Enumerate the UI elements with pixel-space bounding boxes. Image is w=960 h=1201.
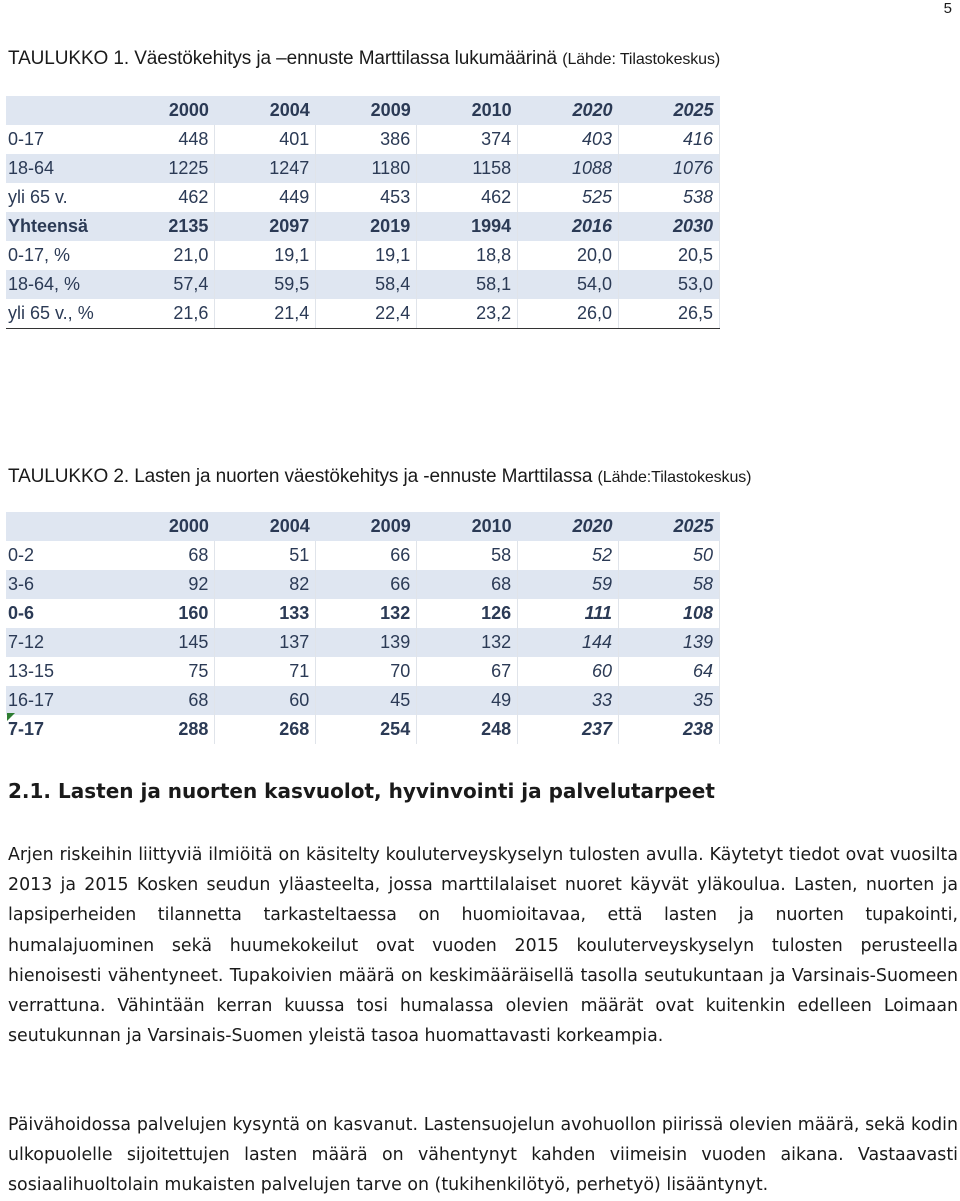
table-cell: 126 — [417, 599, 518, 628]
row-label: 13-15 — [8, 661, 55, 681]
table1-year-header: 2020 — [518, 96, 619, 125]
table-cell: 386 — [316, 125, 417, 154]
table-cell: 145 — [114, 628, 215, 657]
table1-corner-cell — [6, 96, 114, 125]
table-cell: 50 — [619, 541, 720, 570]
table-cell: 2097 — [215, 212, 316, 241]
row-label: yli 65 v., % — [6, 299, 114, 329]
table-cell: 82 — [215, 570, 316, 599]
table-cell: 108 — [619, 599, 720, 628]
table-cell: 111 — [518, 599, 619, 628]
row-label: 0-2 — [8, 545, 35, 565]
table-cell: 57,4 — [114, 270, 215, 299]
table-cell: 1994 — [417, 212, 518, 241]
table-cell: 66 — [316, 541, 417, 570]
table-cell: 160 — [114, 599, 215, 628]
table-cell: 75 — [114, 657, 215, 686]
table1-caption-title: TAULUKKO 1. Väestökehitys ja –ennuste Marttilassa lukumäärinä — [8, 48, 558, 69]
table-cell: 26,5 — [619, 299, 720, 329]
table-cell: 67 — [417, 657, 518, 686]
table-row-total — [6, 212, 720, 241]
table1-year-header: 2010 — [417, 96, 518, 125]
table-cell: 53,0 — [619, 270, 720, 299]
table-cell: 144 — [518, 628, 619, 657]
table-cell: 58,4 — [316, 270, 417, 299]
table-cell: 401 — [215, 125, 316, 154]
table-cell: 18,8 — [417, 241, 518, 270]
row-label: Yhteensä — [6, 212, 114, 241]
table-cell: 416 — [619, 125, 720, 154]
page-number: 5 — [943, 0, 952, 17]
table-cell: 1180 — [316, 154, 417, 183]
table-row — [6, 570, 720, 599]
table-cell: 21,4 — [215, 299, 316, 329]
table-cell: 35 — [619, 686, 720, 715]
table-cell: 58 — [417, 541, 518, 570]
table-cell: 33 — [518, 686, 619, 715]
table2-year-header: 2010 — [417, 512, 518, 541]
table-cell: 60 — [215, 686, 316, 715]
table-cell: 2135 — [114, 212, 215, 241]
row-label: 0-6 — [8, 603, 35, 623]
table2-caption — [8, 466, 751, 488]
table-cell: 45 — [316, 686, 417, 715]
table-cell: 52 — [518, 541, 619, 570]
table-row — [6, 299, 720, 329]
table-cell: 1076 — [619, 154, 720, 183]
table-cell: 71 — [215, 657, 316, 686]
table-row-subtotal — [6, 599, 720, 628]
table-row — [6, 154, 720, 183]
table-cell: 59,5 — [215, 270, 316, 299]
table2-year-header: 2009 — [316, 512, 417, 541]
row-label: yli 65 v. — [8, 187, 68, 207]
table-cell: 54,0 — [518, 270, 619, 299]
table-cell: 19,1 — [316, 241, 417, 270]
table-cell: 26,0 — [518, 299, 619, 329]
row-label: 7-12 — [6, 628, 114, 657]
table-cell: 462 — [114, 183, 215, 212]
table1-year-header: 2009 — [316, 96, 417, 125]
table-row — [6, 628, 720, 657]
table-cell: 137 — [215, 628, 316, 657]
table2-year-header: 2020 — [518, 512, 619, 541]
table-cell: 92 — [114, 570, 215, 599]
table2-caption-source: (Lähde:Tilastokeskus) — [597, 469, 752, 486]
table-cell: 20,5 — [619, 241, 720, 270]
row-label: 16-17 — [6, 686, 114, 715]
paragraph: Arjen riskeihin liittyviä ilmiöitä on käsitelty kouluterveyskyselyn tulosten avulla. Käytetyt tiedot ovat vuosilta 2013 ja 2015 Kosken seudun yläasteelta, jossa marttilalaiset nuoret käyvät yläkoulua. Lasten, nuorten ja lapsiperheiden tilannetta tarkasteltaessa on huomioitavaa, että lasten ja nuorten tupakointi, humalajuominen sekä huumekokeilut ovat vuoden 2015 kouluterveyskyselyn tulosten perusteella hienoisesti vähentyneet. Tupakoivien määrä on keskimääräisellä tasolla seutukuntaan ja Varsinais-Suomeen verrattuna. Vähintään kerran kuussa tosi humalassa olevien määrät ovat kuitenkin edelleen Loimaan seutukunnan ja Varsinais-Suomen yleistä tasoa huomattavasti korkeampia. — [8, 845, 958, 1047]
table-cell: 68 — [417, 570, 518, 599]
table-cell: 139 — [619, 628, 720, 657]
row-label: 18-64 — [6, 154, 114, 183]
table1-year-header: 2025 — [619, 96, 720, 125]
table-cell: 1225 — [114, 154, 215, 183]
table2-year-header: 2025 — [619, 512, 720, 541]
table-cell: 403 — [518, 125, 619, 154]
table-cell: 133 — [215, 599, 316, 628]
table2-caption-title: TAULUKKO 2. Lasten ja nuorten väestökehitys ja -ennuste Marttilassa — [8, 466, 593, 487]
table-cell: 538 — [619, 183, 720, 212]
table-cell: 254 — [316, 715, 417, 744]
table-cell: 21,0 — [114, 241, 215, 270]
table-cell: 70 — [316, 657, 417, 686]
table-cell: 64 — [619, 657, 720, 686]
table-cell: 453 — [316, 183, 417, 212]
table-cell: 2016 — [518, 212, 619, 241]
table-cell: 448 — [114, 125, 215, 154]
table-cell: 1088 — [518, 154, 619, 183]
table-cell: 268 — [215, 715, 316, 744]
table-row — [6, 241, 720, 270]
table-cell: 525 — [518, 183, 619, 212]
table2-header-row — [6, 512, 720, 541]
table-cell: 20,0 — [518, 241, 619, 270]
table-row — [6, 657, 720, 686]
table1-header-row — [6, 96, 720, 125]
table-cell: 66 — [316, 570, 417, 599]
table-cell: 23,2 — [417, 299, 518, 329]
table-cell: 2030 — [619, 212, 720, 241]
table-cell: 237 — [518, 715, 619, 744]
paragraph: Päivähoidossa palvelujen kysyntä on kasvanut. Lastensuojelun avohuollon piirissä olevien määrä, sekä kodin ulkopuolelle sijoitettujen lasten määrä on vähentynyt kahden viimeisin vuoden aikana. Vastaavasti sosiaalihuoltolain mukaisten palvelujen tarve on (tukihenkilötyö, perhetyö) lisääntynyt. — [8, 1115, 958, 1196]
table-cell: 68 — [114, 686, 215, 715]
table1-caption — [8, 48, 720, 70]
table-cell: 58 — [619, 570, 720, 599]
table-cell: 248 — [417, 715, 518, 744]
row-label: 7-17 — [8, 719, 45, 739]
section-heading: 2.1. Lasten ja nuorten kasvuolot, hyvinvointi ja palvelutarpeet — [8, 779, 715, 803]
table-row — [6, 270, 720, 299]
row-label: 18-64, % — [6, 270, 114, 299]
table-cell: 462 — [417, 183, 518, 212]
table-cell: 68 — [114, 541, 215, 570]
table-cell: 19,1 — [215, 241, 316, 270]
table1-year-header: 2004 — [215, 96, 316, 125]
table-cell: 51 — [215, 541, 316, 570]
table2-year-header: 2000 — [114, 512, 215, 541]
table-cell: 132 — [417, 628, 518, 657]
table1-caption-source: (Lähde: Tilastokeskus) — [562, 51, 721, 68]
table-cell: 132 — [316, 599, 417, 628]
table-row-total — [6, 715, 720, 744]
row-label: 0-17, % — [8, 245, 71, 265]
table-row — [6, 541, 720, 570]
table-cell: 139 — [316, 628, 417, 657]
table-cell: 1158 — [417, 154, 518, 183]
table-cell: 374 — [417, 125, 518, 154]
row-label: 0-17 — [8, 129, 45, 149]
cell-comment-marker-icon — [7, 713, 15, 721]
table-cell: 238 — [619, 715, 720, 744]
table-row — [6, 686, 720, 715]
table2-year-header: 2004 — [215, 512, 316, 541]
table-cell: 22,4 — [316, 299, 417, 329]
table-cell: 49 — [417, 686, 518, 715]
table-row — [6, 125, 720, 154]
table-row — [6, 183, 720, 212]
table2 — [6, 512, 720, 744]
table-cell: 60 — [518, 657, 619, 686]
table-cell: 288 — [114, 715, 215, 744]
table-cell: 58,1 — [417, 270, 518, 299]
table-cell: 1247 — [215, 154, 316, 183]
table1-year-header: 2000 — [114, 96, 215, 125]
table1 — [6, 96, 720, 329]
row-label: 3-6 — [6, 570, 114, 599]
table-cell: 449 — [215, 183, 316, 212]
table-cell: 59 — [518, 570, 619, 599]
table2-corner-cell — [6, 512, 114, 541]
table-cell: 2019 — [316, 212, 417, 241]
table-cell: 21,6 — [114, 299, 215, 329]
